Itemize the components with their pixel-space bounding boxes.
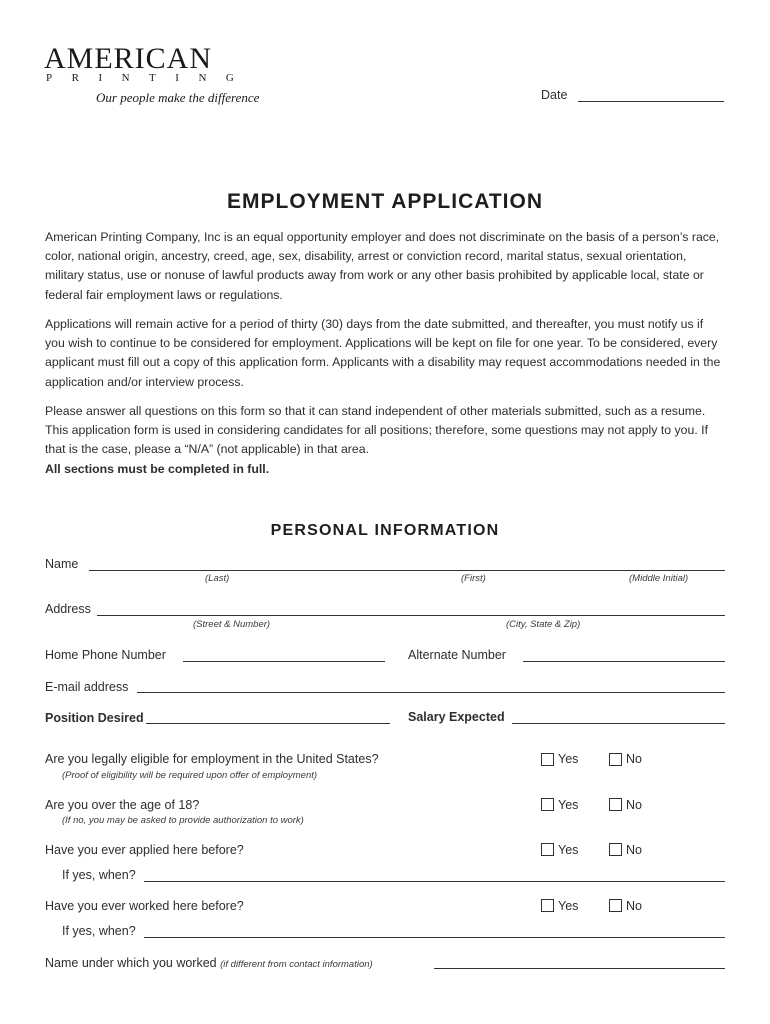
home-phone-field[interactable]: [183, 661, 385, 662]
email-label: E-mail address: [45, 680, 129, 694]
age-yes-checkbox[interactable]: [541, 798, 554, 811]
eligibility-yes-checkbox[interactable]: [541, 753, 554, 766]
email-field[interactable]: [137, 692, 725, 693]
applied-no-label: No: [626, 843, 642, 857]
age-no-label: No: [626, 798, 642, 812]
name-worked-field[interactable]: [434, 968, 725, 969]
salary-expected-label: Salary Expected: [408, 710, 505, 724]
worked-when-field[interactable]: [144, 937, 725, 938]
section-title-personal: PERSONAL INFORMATION: [270, 522, 500, 539]
page-title: EMPLOYMENT APPLICATION: [227, 190, 543, 213]
home-phone-label: Home Phone Number: [45, 648, 166, 662]
intro-paragraph-1: American Printing Company, Inc is an equal opportunity employer and does not discriminate on the basis of a person’s race, color, national origin, ancestry, creed, age, sex, disability, arrest or conviction record, marital status, sexual orientation, military status, use or nonuse of lawful products away from work or any other basis prohibited by applicable local, state or federal fair employment laws or regulations.: [45, 230, 720, 302]
position-desired-label: Position Desired: [45, 711, 144, 725]
age-question: Are you over the age of 18?: [45, 798, 200, 812]
eligibility-question: Are you legally eligible for employment in the United States?: [45, 752, 379, 766]
name-first-hint: (First): [461, 573, 486, 584]
age-hint: (If no, you may be asked to provide authorization to work): [62, 815, 304, 826]
address-street-hint: (Street & Number): [193, 619, 271, 630]
applied-before-question: Have you ever applied here before?: [45, 843, 244, 857]
applied-yes-label: Yes: [558, 843, 579, 857]
intro-paragraph-3: Please answer all questions on this form so that it can stand independent of other materials submitted, such as a resume. This application form is used in considering candidates for all positions; therefore, some questions may not apply to you. If that is the case, please a “N/A” (not applicable) in that area. All sections must be completed in full.: [45, 404, 709, 476]
date-field[interactable]: [578, 101, 724, 102]
company-tagline: Our people make the difference: [96, 90, 260, 105]
worked-yes-checkbox[interactable]: [541, 899, 554, 912]
intro-paragraph-2: Applications will remain active for a period of thirty (30) days from the date submitted, and thereafter, you must notify us if you wish to continue to be considered for employment. Applications will be kept on file for one year. To be considered, every applicant must fill out a copy of this application form. Applicants with a disability may request accommodations needed in the application and/or interview process.: [45, 317, 721, 389]
alternate-number-label: Alternate Number: [408, 648, 506, 662]
company-logo-name: AMERICAN: [44, 42, 213, 75]
name-last-hint: (Last): [205, 573, 230, 584]
position-desired-field[interactable]: [146, 723, 390, 724]
applied-when-field[interactable]: [144, 881, 725, 882]
salary-expected-field[interactable]: [512, 723, 725, 724]
name-field[interactable]: [89, 570, 725, 571]
applied-when-label: If yes, when?: [62, 868, 136, 882]
applied-no-checkbox[interactable]: [609, 843, 622, 856]
worked-before-question: Have you ever worked here before?: [45, 899, 244, 913]
address-city-hint: (City, State & Zip): [506, 619, 581, 630]
date-label: Date: [541, 88, 568, 102]
name-label: Name: [45, 557, 79, 571]
alternate-number-field[interactable]: [523, 661, 725, 662]
eligibility-yes-label: Yes: [558, 752, 579, 766]
worked-yes-label: Yes: [558, 899, 579, 913]
company-logo-sub: PRINTING: [46, 72, 254, 84]
address-field[interactable]: [97, 615, 725, 616]
name-worked-hint: (if different from contact information): [220, 959, 373, 970]
name-middle-hint: (Middle Initial): [629, 573, 689, 584]
age-no-checkbox[interactable]: [609, 798, 622, 811]
address-label: Address: [45, 602, 91, 616]
worked-no-label: No: [626, 899, 642, 913]
name-worked-label: Name under which you worked (if different from contact information): [45, 956, 373, 970]
applied-yes-checkbox[interactable]: [541, 843, 554, 856]
completion-notice: All sections must be completed in full.: [45, 461, 270, 476]
eligibility-no-label: No: [626, 752, 642, 766]
age-yes-label: Yes: [558, 798, 579, 812]
worked-when-label: If yes, when?: [62, 924, 136, 938]
worked-no-checkbox[interactable]: [609, 899, 622, 912]
eligibility-no-checkbox[interactable]: [609, 753, 622, 766]
eligibility-hint: (Proof of eligibility will be required upon offer of employment): [62, 770, 318, 781]
